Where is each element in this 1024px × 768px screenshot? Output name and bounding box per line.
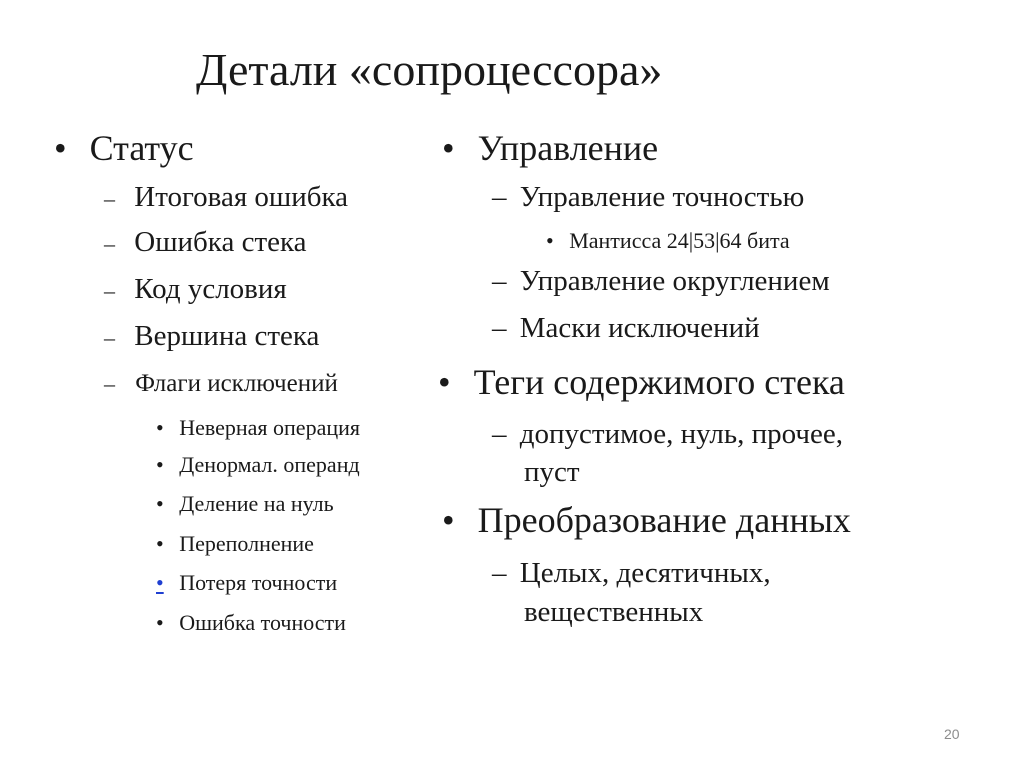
bullet-marker: •	[54, 128, 67, 168]
dash-marker: –	[104, 371, 115, 396]
bullet-marker: •	[156, 531, 164, 556]
bullet-status	[54, 128, 194, 168]
control-item-label: Управление точностью	[519, 181, 805, 213]
flag-item	[156, 530, 314, 558]
bullet-marker: •	[438, 362, 451, 402]
flag-item-label: Потеря точности	[179, 570, 338, 595]
status-item-label: Код условия	[134, 273, 287, 305]
bullet-marker: •	[442, 500, 455, 540]
bullet-marker-highlighted: •	[156, 570, 164, 595]
status-item	[104, 369, 338, 399]
flag-item-label: Деление на нуль	[179, 491, 334, 516]
bullet-marker: •	[156, 610, 164, 635]
tags-item-continued: пуст	[524, 456, 580, 488]
control-heading: Управление	[477, 128, 659, 168]
flag-item-label: Ошибка точности	[179, 610, 346, 635]
flag-item-label: Денормал. операнд	[179, 452, 360, 477]
dash-marker: –	[104, 186, 115, 211]
conversion-item-label: Целых, десятичных,	[519, 557, 771, 589]
bullet-marker: •	[156, 415, 164, 440]
status-item-label: Ошибка стека	[134, 226, 307, 258]
control-item-label: Управление округлением	[519, 265, 830, 297]
control-item	[492, 264, 830, 298]
dash-marker: –	[492, 418, 507, 450]
bullet-tags	[438, 362, 845, 402]
dash-marker: –	[492, 181, 507, 213]
status-item	[104, 272, 287, 308]
flag-item	[156, 569, 337, 597]
status-item	[104, 225, 307, 261]
slide-title: Детали «сопроцессора»	[196, 44, 663, 95]
tags-item-label: допустимое, нуль, прочее,	[519, 418, 843, 450]
flag-item-label: Неверная операция	[179, 415, 361, 440]
status-item-label: Флаги исключений	[135, 370, 338, 397]
conversion-heading: Преобразование данных	[477, 500, 851, 540]
tags-item	[492, 417, 843, 451]
status-item	[104, 180, 348, 216]
status-item-label: Вершина стека	[134, 320, 320, 352]
bullet-marker: •	[442, 128, 455, 168]
flag-item	[156, 609, 346, 637]
page-number: 20	[944, 726, 960, 742]
dash-marker: –	[492, 312, 507, 344]
dash-marker: –	[492, 265, 507, 297]
flag-item-label: Переполнение	[179, 531, 314, 556]
bullet-conversion	[442, 500, 851, 540]
status-heading: Статус	[89, 128, 194, 168]
status-item-label: Итоговая ошибка	[134, 181, 349, 213]
dash-marker: –	[492, 557, 507, 589]
dash-marker: –	[104, 325, 115, 350]
bullet-marker: •	[156, 491, 164, 516]
control-item-label: Маски исключений	[519, 312, 760, 344]
bullet-control	[442, 128, 658, 168]
mantissa-label: Мантисса 24|53|64 бита	[569, 228, 790, 253]
dash-marker: –	[104, 231, 115, 256]
flag-item	[156, 490, 334, 518]
dash-marker: –	[104, 278, 115, 303]
control-item	[492, 311, 760, 345]
status-item	[104, 319, 319, 355]
conversion-item-continued: вещественных	[524, 596, 704, 628]
bullet-marker: •	[156, 452, 164, 477]
conversion-item	[492, 556, 771, 590]
control-item	[492, 180, 804, 214]
flag-item	[156, 414, 360, 442]
bullet-marker: •	[546, 228, 554, 253]
mantissa-item	[546, 227, 790, 255]
tags-heading: Теги содержимого стека	[473, 362, 845, 402]
flag-item	[156, 451, 360, 479]
